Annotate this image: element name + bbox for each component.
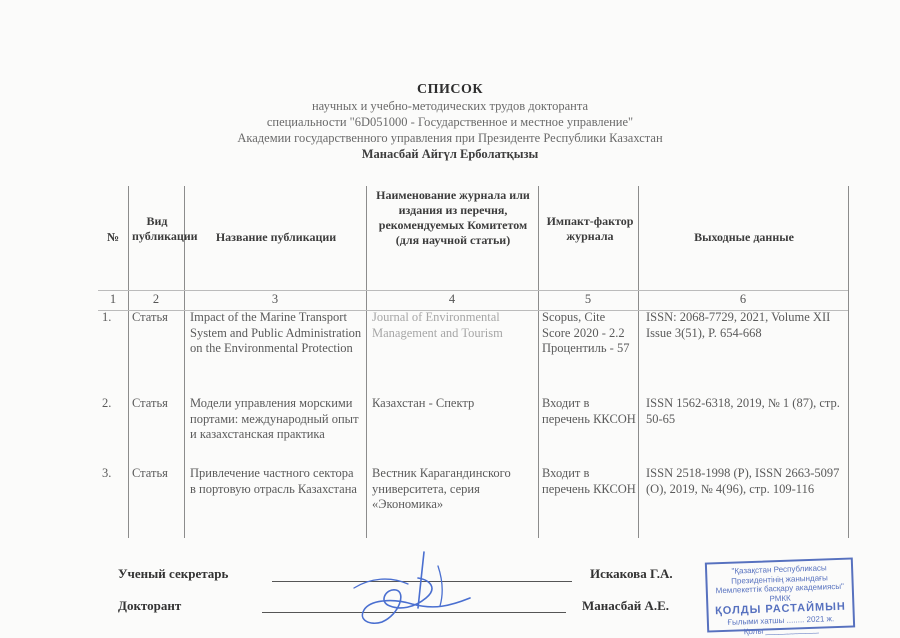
subtitle-line-2: специальности "6D051000 - Государственное и местное управление" — [266, 115, 634, 129]
table-divider — [538, 186, 539, 538]
stamp-line: Мемлекеттік басқару академиясы" РМКК — [715, 581, 845, 603]
table-divider — [128, 186, 129, 538]
output-data: ISSN 2518-1998 (P), ISSN 2663-5097 (O), 2019, № 4(96), стр. 109-116 — [646, 466, 840, 496]
publication-type: Статья — [132, 466, 168, 480]
author-name: Манасбай Айгүл Ерболатқызы — [361, 147, 539, 161]
publication-type: Статья — [132, 396, 168, 410]
document-title: СПИСОК — [416, 82, 484, 97]
column-number: 6 — [739, 292, 747, 306]
header-impact: Импакт-фактор журнала — [546, 214, 634, 243]
publication-title: Impact of the Marine Transport System and Public Administration on the Environmental Protection — [190, 310, 362, 355]
header-journal: Наименование журнала или издания из перечня, рекомендуемых Комитетом (для научной статьи) — [376, 188, 530, 247]
publication-title: Модели управления морскими портами: международный опыт и казахстанская практика — [190, 396, 359, 441]
doctoral-name: Манасбай А.Е. — [582, 598, 669, 613]
header-name: Название публикации — [215, 230, 337, 244]
impact-factor: Входит в перечень ККСОН — [542, 466, 636, 496]
journal-name: Казахстан - Спектр — [372, 396, 475, 410]
table-divider — [366, 186, 367, 538]
header-output: Выходные данные — [694, 230, 794, 244]
row-number: 2. — [102, 396, 112, 410]
header-type: Вид публикации — [132, 214, 198, 243]
secretary-label: Ученый секретарь — [118, 566, 229, 581]
impact-factor: Входит в перечень ККСОН — [542, 396, 636, 426]
table-divider — [638, 186, 639, 538]
header-num: № — [106, 230, 120, 244]
secretary-name: Искакова Г.А. — [590, 566, 673, 581]
row-number: 1. — [102, 310, 112, 324]
stamp-line: "Қазақстан Республикасы — [731, 563, 827, 576]
column-number: 4 — [448, 292, 456, 306]
output-data: ISSN 1562-6318, 2019, № 1 (87), стр. 50-65 — [646, 396, 840, 426]
official-stamp — [705, 557, 855, 636]
table-divider — [848, 186, 849, 538]
publication-type: Статья — [132, 310, 168, 324]
document-header — [0, 82, 900, 163]
column-number: 5 — [584, 292, 592, 306]
stamp-line: Қолы ____________ — [743, 624, 819, 636]
subtitle-line-3: Академии государственного управления при Президенте Республики Казахстан — [237, 131, 663, 145]
signature-scribble — [330, 548, 490, 630]
column-number: 1 — [109, 292, 117, 306]
table-divider — [98, 290, 848, 291]
impact-factor: Scopus, Cite Score 2020 - 2.2 Процентиль - 57 — [542, 310, 630, 355]
output-data: ISSN: 2068-7729, 2021, Volume XII Issue 3(51), P. 654-668 — [646, 310, 831, 340]
journal-name: Journal of Environmental Management and Tourism — [372, 310, 503, 340]
journal-name: Вестник Карагандинского университета, серия «Экономика» — [372, 466, 511, 511]
subtitle-line-1: научных и учебно-методических трудов докторанта — [311, 99, 588, 113]
column-number: 3 — [271, 292, 279, 306]
publications-table — [98, 186, 848, 538]
doctoral-label: Докторант — [118, 598, 182, 613]
publication-title: Привлечение частного сектора в портовую отрасль Казахстана — [190, 466, 357, 496]
stamp-line: Президентінің жанындағы — [731, 572, 828, 586]
stamp-heading: ҚОЛДЫ РАСТАЙМЫН — [714, 600, 847, 618]
column-number: 2 — [152, 292, 160, 306]
row-number: 3. — [102, 466, 112, 480]
stamp-line: Ғылыми хатшы ........ 2021 ж. — [727, 614, 835, 627]
